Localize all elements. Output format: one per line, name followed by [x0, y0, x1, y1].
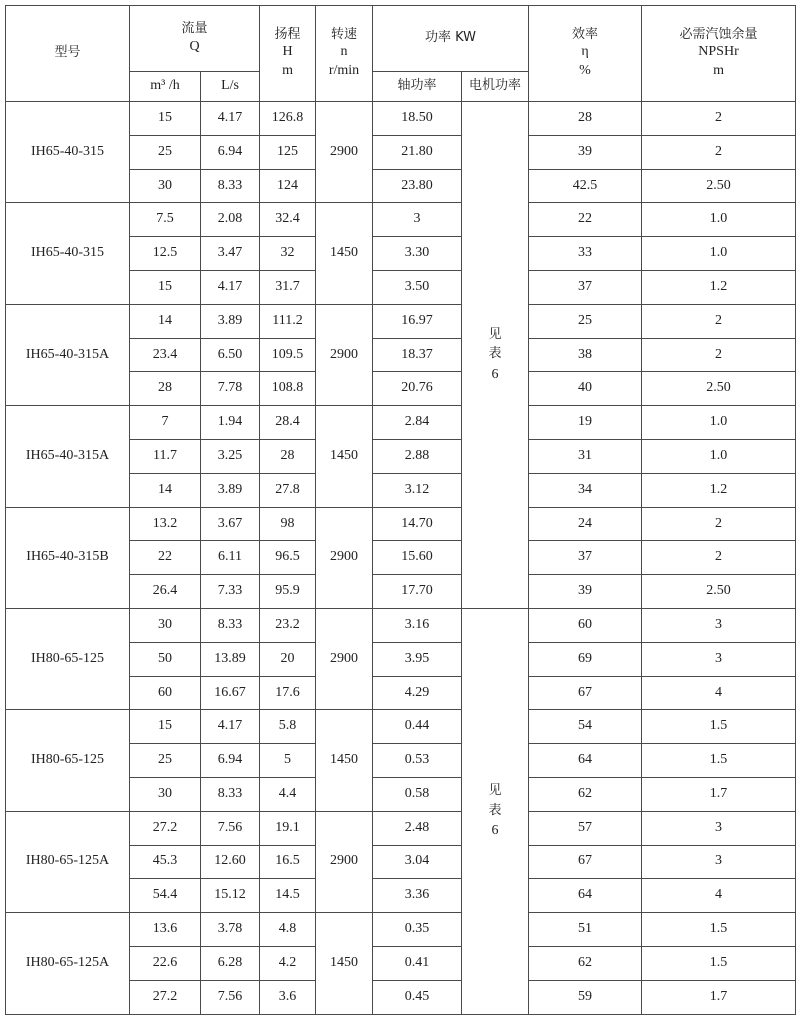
flow-ls-cell: 7.56	[201, 811, 260, 845]
flow-ls-cell: 3.78	[201, 913, 260, 947]
shaft-power-cell: 4.29	[373, 676, 462, 710]
model-cell: IH65-40-315	[6, 102, 130, 203]
shaft-power-cell: 14.70	[373, 507, 462, 541]
flow-ls-cell: 4.17	[201, 102, 260, 136]
flow-m3h-cell: 7.5	[130, 203, 201, 237]
flow-ls-cell: 8.33	[201, 777, 260, 811]
npsh-cell: 2.50	[642, 372, 796, 406]
shaft-power-cell: 3.16	[373, 608, 462, 642]
flow-m3h-cell: 22	[130, 541, 201, 575]
npsh-cell: 2	[642, 135, 796, 169]
flow-m3h-cell: 60	[130, 676, 201, 710]
npsh-cell: 1.5	[642, 710, 796, 744]
head-cell: 108.8	[260, 372, 316, 406]
header-efficiency: 效率 η %	[529, 6, 642, 102]
header-speed: 转速 n r/min	[316, 6, 373, 102]
head-cell: 32.4	[260, 203, 316, 237]
npsh-cell: 1.5	[642, 913, 796, 947]
shaft-power-cell: 3.95	[373, 642, 462, 676]
flow-m3h-cell: 15	[130, 102, 201, 136]
npsh-cell: 1.5	[642, 744, 796, 778]
head-cell: 20	[260, 642, 316, 676]
flow-ls-cell: 3.89	[201, 473, 260, 507]
head-cell: 23.2	[260, 608, 316, 642]
efficiency-cell: 60	[529, 608, 642, 642]
motor-note-char: 表	[488, 802, 502, 818]
flow-ls-cell: 6.11	[201, 541, 260, 575]
efficiency-cell: 31	[529, 439, 642, 473]
model-cell: IH65-40-315	[6, 203, 130, 304]
npsh-cell: 2	[642, 507, 796, 541]
flow-m3h-cell: 30	[130, 608, 201, 642]
table-body	[6, 102, 796, 1015]
shaft-power-cell: 0.58	[373, 777, 462, 811]
header-flow-m3h: m³ /h	[130, 72, 201, 102]
npsh-cell: 2.50	[642, 169, 796, 203]
npsh-cell: 4	[642, 676, 796, 710]
flow-m3h-cell: 50	[130, 642, 201, 676]
flow-m3h-cell: 54.4	[130, 879, 201, 913]
shaft-power-cell: 3.12	[373, 473, 462, 507]
motor-note-char: 6	[491, 366, 499, 382]
npsh-cell: 2	[642, 541, 796, 575]
table-row	[6, 608, 796, 642]
head-cell: 32	[260, 237, 316, 271]
head-cell: 28.4	[260, 406, 316, 440]
table-row	[6, 406, 796, 440]
efficiency-cell: 57	[529, 811, 642, 845]
flow-m3h-cell: 15	[130, 710, 201, 744]
efficiency-cell: 37	[529, 541, 642, 575]
head-cell: 5.8	[260, 710, 316, 744]
head-cell: 4.8	[260, 913, 316, 947]
flow-m3h-cell: 14	[130, 304, 201, 338]
shaft-power-cell: 3.30	[373, 237, 462, 271]
shaft-power-cell: 0.44	[373, 710, 462, 744]
model-cell: IH80-65-125A	[6, 913, 130, 1014]
npsh-cell: 3	[642, 811, 796, 845]
efficiency-cell: 22	[529, 203, 642, 237]
efficiency-cell: 54	[529, 710, 642, 744]
efficiency-cell: 39	[529, 135, 642, 169]
efficiency-cell: 40	[529, 372, 642, 406]
table-row	[6, 710, 796, 744]
shaft-power-cell: 2.48	[373, 811, 462, 845]
table-row	[6, 304, 796, 338]
flow-m3h-cell: 25	[130, 135, 201, 169]
speed-cell: 2900	[316, 507, 373, 608]
flow-m3h-cell: 15	[130, 270, 201, 304]
head-cell: 31.7	[260, 270, 316, 304]
shaft-power-cell: 17.70	[373, 575, 462, 609]
model-cell: IH65-40-315A	[6, 406, 130, 507]
flow-m3h-cell: 13.2	[130, 507, 201, 541]
flow-m3h-cell: 45.3	[130, 845, 201, 879]
head-cell: 28	[260, 439, 316, 473]
table-row	[6, 913, 796, 947]
efficiency-cell: 39	[529, 575, 642, 609]
efficiency-cell: 59	[529, 980, 642, 1014]
flow-ls-cell: 4.17	[201, 270, 260, 304]
header-shaft-power: 轴功率	[373, 72, 462, 102]
flow-m3h-cell: 23.4	[130, 338, 201, 372]
shaft-power-cell: 3.36	[373, 879, 462, 913]
motor-note-char: 表	[488, 346, 502, 362]
shaft-power-cell: 0.53	[373, 744, 462, 778]
efficiency-cell: 67	[529, 845, 642, 879]
npsh-cell: 1.5	[642, 946, 796, 980]
efficiency-cell: 64	[529, 744, 642, 778]
shaft-power-cell: 2.84	[373, 406, 462, 440]
efficiency-cell: 67	[529, 676, 642, 710]
efficiency-cell: 42.5	[529, 169, 642, 203]
head-cell: 126.8	[260, 102, 316, 136]
flow-m3h-cell: 27.2	[130, 811, 201, 845]
header-power: 功率 KW	[373, 6, 529, 72]
head-cell: 14.5	[260, 879, 316, 913]
flow-ls-cell: 4.17	[201, 710, 260, 744]
flow-m3h-cell: 13.6	[130, 913, 201, 947]
head-cell: 96.5	[260, 541, 316, 575]
model-cell: IH80-65-125	[6, 710, 130, 811]
flow-ls-cell: 3.25	[201, 439, 260, 473]
flow-ls-cell: 2.08	[201, 203, 260, 237]
motor-power-note	[462, 608, 529, 1014]
flow-m3h-cell: 25	[130, 744, 201, 778]
shaft-power-cell: 18.37	[373, 338, 462, 372]
head-cell: 111.2	[260, 304, 316, 338]
head-cell: 95.9	[260, 575, 316, 609]
flow-ls-cell: 8.33	[201, 608, 260, 642]
shaft-power-cell: 3	[373, 203, 462, 237]
flow-ls-cell: 1.94	[201, 406, 260, 440]
head-cell: 5	[260, 744, 316, 778]
speed-cell: 1450	[316, 406, 373, 507]
motor-note-char: 6	[491, 823, 499, 839]
header-flow: 流量 Q	[130, 6, 260, 72]
npsh-cell: 1.7	[642, 777, 796, 811]
efficiency-cell: 51	[529, 913, 642, 947]
npsh-cell: 4	[642, 879, 796, 913]
flow-m3h-cell: 30	[130, 777, 201, 811]
shaft-power-cell: 2.88	[373, 439, 462, 473]
flow-m3h-cell: 22.6	[130, 946, 201, 980]
flow-ls-cell: 7.33	[201, 575, 260, 609]
npsh-cell: 2	[642, 304, 796, 338]
efficiency-cell: 19	[529, 406, 642, 440]
flow-m3h-cell: 28	[130, 372, 201, 406]
header-npsh: 必需汽蚀余量 NPSHr m	[642, 6, 796, 102]
efficiency-cell: 38	[529, 338, 642, 372]
flow-ls-cell: 15.12	[201, 879, 260, 913]
efficiency-cell: 62	[529, 946, 642, 980]
flow-ls-cell: 16.67	[201, 676, 260, 710]
flow-ls-cell: 6.94	[201, 135, 260, 169]
efficiency-cell: 64	[529, 879, 642, 913]
flow-m3h-cell: 26.4	[130, 575, 201, 609]
model-cell: IH80-65-125	[6, 608, 130, 709]
efficiency-cell: 62	[529, 777, 642, 811]
header-flow-ls: L/s	[201, 72, 260, 102]
flow-ls-cell: 8.33	[201, 169, 260, 203]
motor-power-note	[462, 102, 529, 609]
flow-ls-cell: 3.89	[201, 304, 260, 338]
efficiency-cell: 24	[529, 507, 642, 541]
head-cell: 98	[260, 507, 316, 541]
pump-performance-table	[5, 5, 796, 1015]
flow-ls-cell: 6.50	[201, 338, 260, 372]
motor-note-char: 见	[488, 783, 502, 799]
speed-cell: 2900	[316, 304, 373, 405]
efficiency-cell: 25	[529, 304, 642, 338]
table-row	[6, 811, 796, 845]
efficiency-cell: 34	[529, 473, 642, 507]
shaft-power-cell: 3.50	[373, 270, 462, 304]
npsh-cell: 1.0	[642, 439, 796, 473]
flow-ls-cell: 3.47	[201, 237, 260, 271]
npsh-cell: 1.0	[642, 237, 796, 271]
head-cell: 4.2	[260, 946, 316, 980]
model-cell: IH65-40-315A	[6, 304, 130, 405]
head-cell: 4.4	[260, 777, 316, 811]
head-cell: 125	[260, 135, 316, 169]
flow-ls-cell: 12.60	[201, 845, 260, 879]
shaft-power-cell: 0.35	[373, 913, 462, 947]
speed-cell: 1450	[316, 203, 373, 304]
head-cell: 3.6	[260, 980, 316, 1014]
npsh-cell: 1.0	[642, 406, 796, 440]
model-cell: IH65-40-315B	[6, 507, 130, 608]
npsh-cell: 3	[642, 608, 796, 642]
shaft-power-cell: 23.80	[373, 169, 462, 203]
shaft-power-cell: 3.04	[373, 845, 462, 879]
npsh-cell: 1.2	[642, 473, 796, 507]
flow-m3h-cell: 27.2	[130, 980, 201, 1014]
flow-m3h-cell: 30	[130, 169, 201, 203]
header-head: 扬程 H m	[260, 6, 316, 102]
efficiency-cell: 69	[529, 642, 642, 676]
shaft-power-cell: 18.50	[373, 102, 462, 136]
head-cell: 109.5	[260, 338, 316, 372]
npsh-cell: 3	[642, 845, 796, 879]
flow-m3h-cell: 14	[130, 473, 201, 507]
flow-ls-cell: 7.78	[201, 372, 260, 406]
head-cell: 27.8	[260, 473, 316, 507]
head-cell: 124	[260, 169, 316, 203]
flow-m3h-cell: 12.5	[130, 237, 201, 271]
speed-cell: 2900	[316, 608, 373, 709]
head-cell: 16.5	[260, 845, 316, 879]
model-cell: IH80-65-125A	[6, 811, 130, 912]
table-row	[6, 507, 796, 541]
flow-ls-cell: 7.56	[201, 980, 260, 1014]
shaft-power-cell: 20.76	[373, 372, 462, 406]
table-row	[6, 203, 796, 237]
npsh-cell: 2.50	[642, 575, 796, 609]
flow-m3h-cell: 7	[130, 406, 201, 440]
npsh-cell: 1.0	[642, 203, 796, 237]
efficiency-cell: 33	[529, 237, 642, 271]
table-row	[6, 102, 796, 136]
head-cell: 17.6	[260, 676, 316, 710]
flow-ls-cell: 6.94	[201, 744, 260, 778]
efficiency-cell: 37	[529, 270, 642, 304]
header-motor-power: 电机功率	[462, 72, 529, 102]
shaft-power-cell: 21.80	[373, 135, 462, 169]
flow-ls-cell: 3.67	[201, 507, 260, 541]
speed-cell: 2900	[316, 102, 373, 203]
header-model: 型号	[6, 6, 130, 102]
speed-cell: 1450	[316, 913, 373, 1014]
npsh-cell: 3	[642, 642, 796, 676]
shaft-power-cell: 0.41	[373, 946, 462, 980]
head-cell: 19.1	[260, 811, 316, 845]
flow-ls-cell: 6.28	[201, 946, 260, 980]
npsh-cell: 1.7	[642, 980, 796, 1014]
shaft-power-cell: 15.60	[373, 541, 462, 575]
motor-note-char: 见	[488, 326, 502, 342]
npsh-cell: 2	[642, 102, 796, 136]
table-header	[6, 6, 796, 102]
speed-cell: 1450	[316, 710, 373, 811]
shaft-power-cell: 16.97	[373, 304, 462, 338]
flow-m3h-cell: 11.7	[130, 439, 201, 473]
speed-cell: 2900	[316, 811, 373, 912]
efficiency-cell: 28	[529, 102, 642, 136]
npsh-cell: 1.2	[642, 270, 796, 304]
shaft-power-cell: 0.45	[373, 980, 462, 1014]
flow-ls-cell: 13.89	[201, 642, 260, 676]
npsh-cell: 2	[642, 338, 796, 372]
